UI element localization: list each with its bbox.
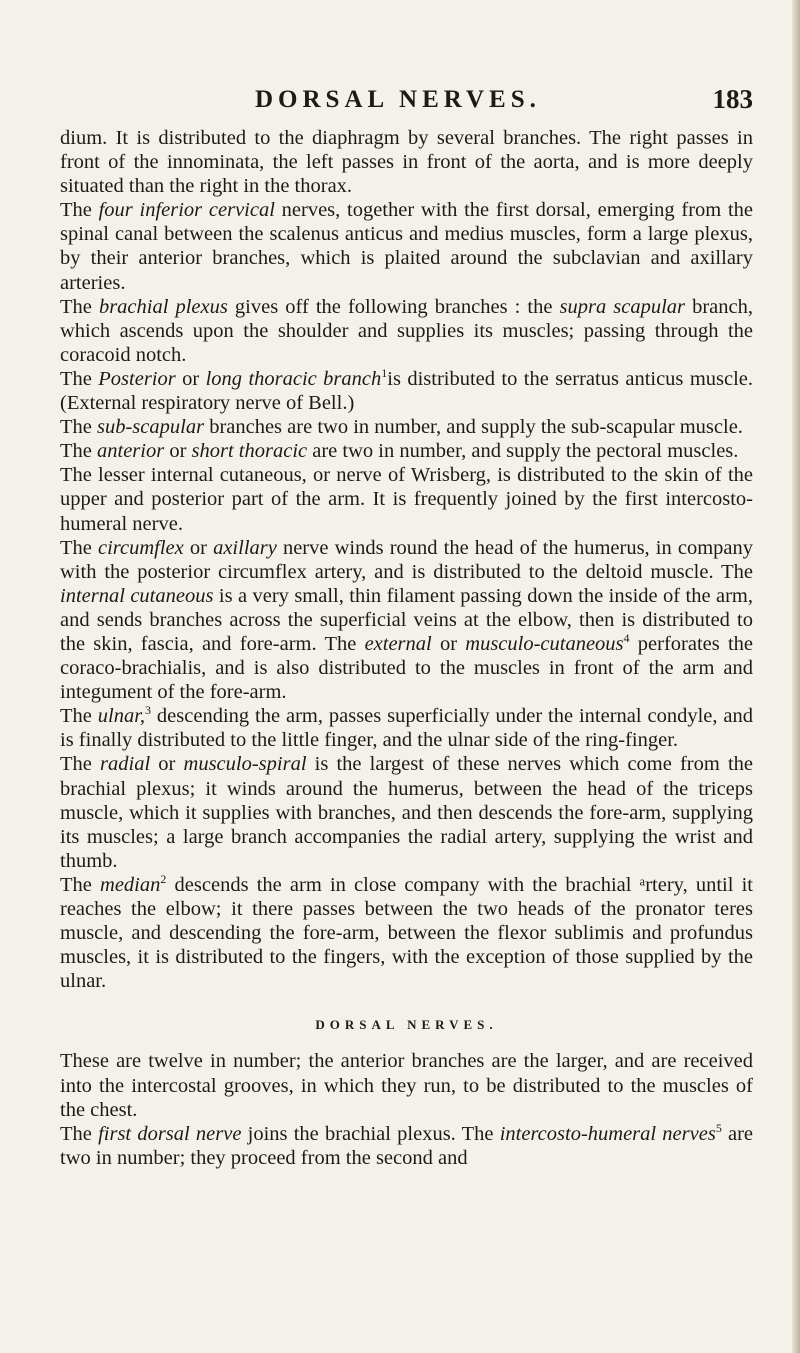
text-run: perforates the coraco-brachialis, and is also distributed to the muscles in front of the arm and integument of the fore-arm. — [60, 632, 753, 704]
paragraph — [60, 295, 753, 367]
text-run: The — [60, 416, 97, 439]
italic-term: supra scapular — [559, 295, 686, 318]
italic-term: Posterior — [98, 367, 176, 390]
paragraph — [60, 752, 753, 872]
paragraph — [60, 415, 753, 439]
italic-term: ulnar, — [97, 705, 146, 728]
italic-term: intercosto-humeral nerves — [499, 1122, 716, 1145]
text-run: descends the arm in close company with the brachial ᵃrtery, until it reaches the elbow; it there passes between the two heads of the pronator teres muscle, and descending the fore-arm, between the flexor sublimis and profundus muscles, it is distributed to the fingers, with the exception of those supplied by the ulnar. — [60, 873, 753, 993]
paragraphs-before — [60, 126, 753, 993]
paragraph — [60, 873, 753, 993]
page-body — [60, 126, 753, 1170]
italic-term: brachial plexus — [98, 295, 228, 318]
text-run: are two in number, and supply the pectoral muscles. — [307, 440, 739, 463]
italic-term: four inferior cervical — [98, 199, 275, 222]
footnote-marker: 1 — [381, 366, 388, 381]
text-run: The lesser internal cutaneous, or nerve of Wrisberg, is distributed to the skin of the upper and posterior part of the arm. It is frequently joined by the first intercosto-humeral nerve. — [60, 464, 753, 535]
text-run: The — [60, 440, 97, 463]
paragraph — [60, 439, 753, 463]
text-run: descending the arm, passes superficially under the internal condyle, and is finally distributed to the little finger, and the ulnar side of the ring-finger. — [60, 705, 753, 752]
paragraph — [60, 367, 753, 415]
text-run: or — [150, 753, 184, 776]
page-edge — [792, 0, 800, 1353]
text-run: branches are two in number, and supply the sub-scapular muscle. — [204, 416, 743, 439]
text-run: The — [60, 1122, 99, 1145]
running-head: DORSAL NERVES. — [255, 86, 541, 113]
text-run: The — [60, 873, 101, 896]
page-number: 183 — [712, 84, 753, 114]
paragraph — [60, 126, 753, 198]
paragraph — [60, 536, 753, 705]
italic-term: circumflex — [98, 536, 184, 559]
italic-term: median — [100, 873, 161, 896]
italic-term: sub-scapular — [97, 416, 205, 439]
text-run: The — [60, 705, 98, 728]
text-run: or — [164, 440, 192, 463]
footnote-marker: 5 — [715, 1120, 722, 1135]
text-run: The — [60, 199, 99, 222]
footnote-marker: 2 — [160, 872, 167, 887]
italic-term: musculo-spiral — [183, 753, 307, 776]
text-run: The — [60, 367, 99, 390]
text-run: The — [60, 536, 98, 559]
text-run: The — [60, 295, 99, 318]
text-run: is the largest of these nerves which come from the brachial plexus; it winds around the humerus, between the head of the triceps muscle, which it supplies with branches, and then descends the fore-arm, supplying its muscles; a large branch accompanies the radial artery, supplying the wrist and thumb. — [60, 753, 754, 872]
paragraph — [60, 704, 753, 752]
italic-term: external — [364, 632, 432, 655]
footnote-marker: 3 — [145, 703, 152, 718]
paragraph — [60, 1049, 753, 1121]
paragraphs-after — [60, 1049, 753, 1169]
text-run: is distributed to the serratus anticus muscle. (External respiratory nerve of Bell.) — [60, 367, 754, 415]
text-run: branch, which ascends upon the shoulder and supplies its muscles; passing through the coracoid notch. — [60, 295, 753, 366]
text-run: are two in number; they proceed from the second and — [60, 1122, 754, 1169]
text-run: gives off the following branches : the — [227, 295, 560, 318]
italic-term: anterior — [97, 440, 165, 463]
text-run: These are twelve in number; the anterior branches are the larger, and are received into the intercostal grooves, in which they run, to be distributed to the muscles of the chest. — [60, 1050, 753, 1121]
text-run: or — [183, 536, 214, 559]
italic-term: musculo-cutaneous — [465, 632, 624, 655]
text-run: nerves, together with the first dorsal, emerging from the spinal canal between the scalenus anticus and medius muscles, form a large plexus, by their anterior branches, which is plaited around the subclavian and axillary arteries. — [60, 199, 753, 294]
italic-term: radial — [100, 753, 151, 776]
paragraph — [60, 198, 753, 294]
italic-term: axillary — [213, 536, 277, 559]
page-header — [60, 78, 753, 118]
italic-term: long thoracic branch — [205, 367, 382, 390]
italic-term: internal cutaneous — [60, 584, 214, 607]
italic-term: short thoracic — [191, 440, 308, 463]
text-run: dium. It is distributed to the diaphragm by several branches. The right passes in front of the innominata, the left passes in front of the aorta, and is more deeply situated than the right in the thorax. — [60, 127, 753, 198]
footnote-marker: 4 — [623, 631, 630, 646]
text-run: or — [431, 632, 466, 655]
text-run: is a very small, thin filament passing down the inside of the arm, and sends branches across the superficial veins at the elbow, then is distributed to the skin, fascia, and fore-arm. The — [60, 584, 753, 655]
text-run: The — [60, 753, 101, 776]
text-run: or — [175, 367, 206, 390]
text-run: nerve winds round the head of the humerus, in company with the posterior circumflex artery, and is distributed to the deltoid muscle. The — [60, 536, 754, 583]
section-heading: DORSAL NERVES. — [315, 1017, 498, 1033]
italic-term: first dorsal nerve — [98, 1122, 242, 1145]
paragraph — [60, 463, 753, 535]
text-run: joins the brachial plexus. The — [241, 1122, 500, 1145]
paragraph — [60, 1122, 753, 1170]
